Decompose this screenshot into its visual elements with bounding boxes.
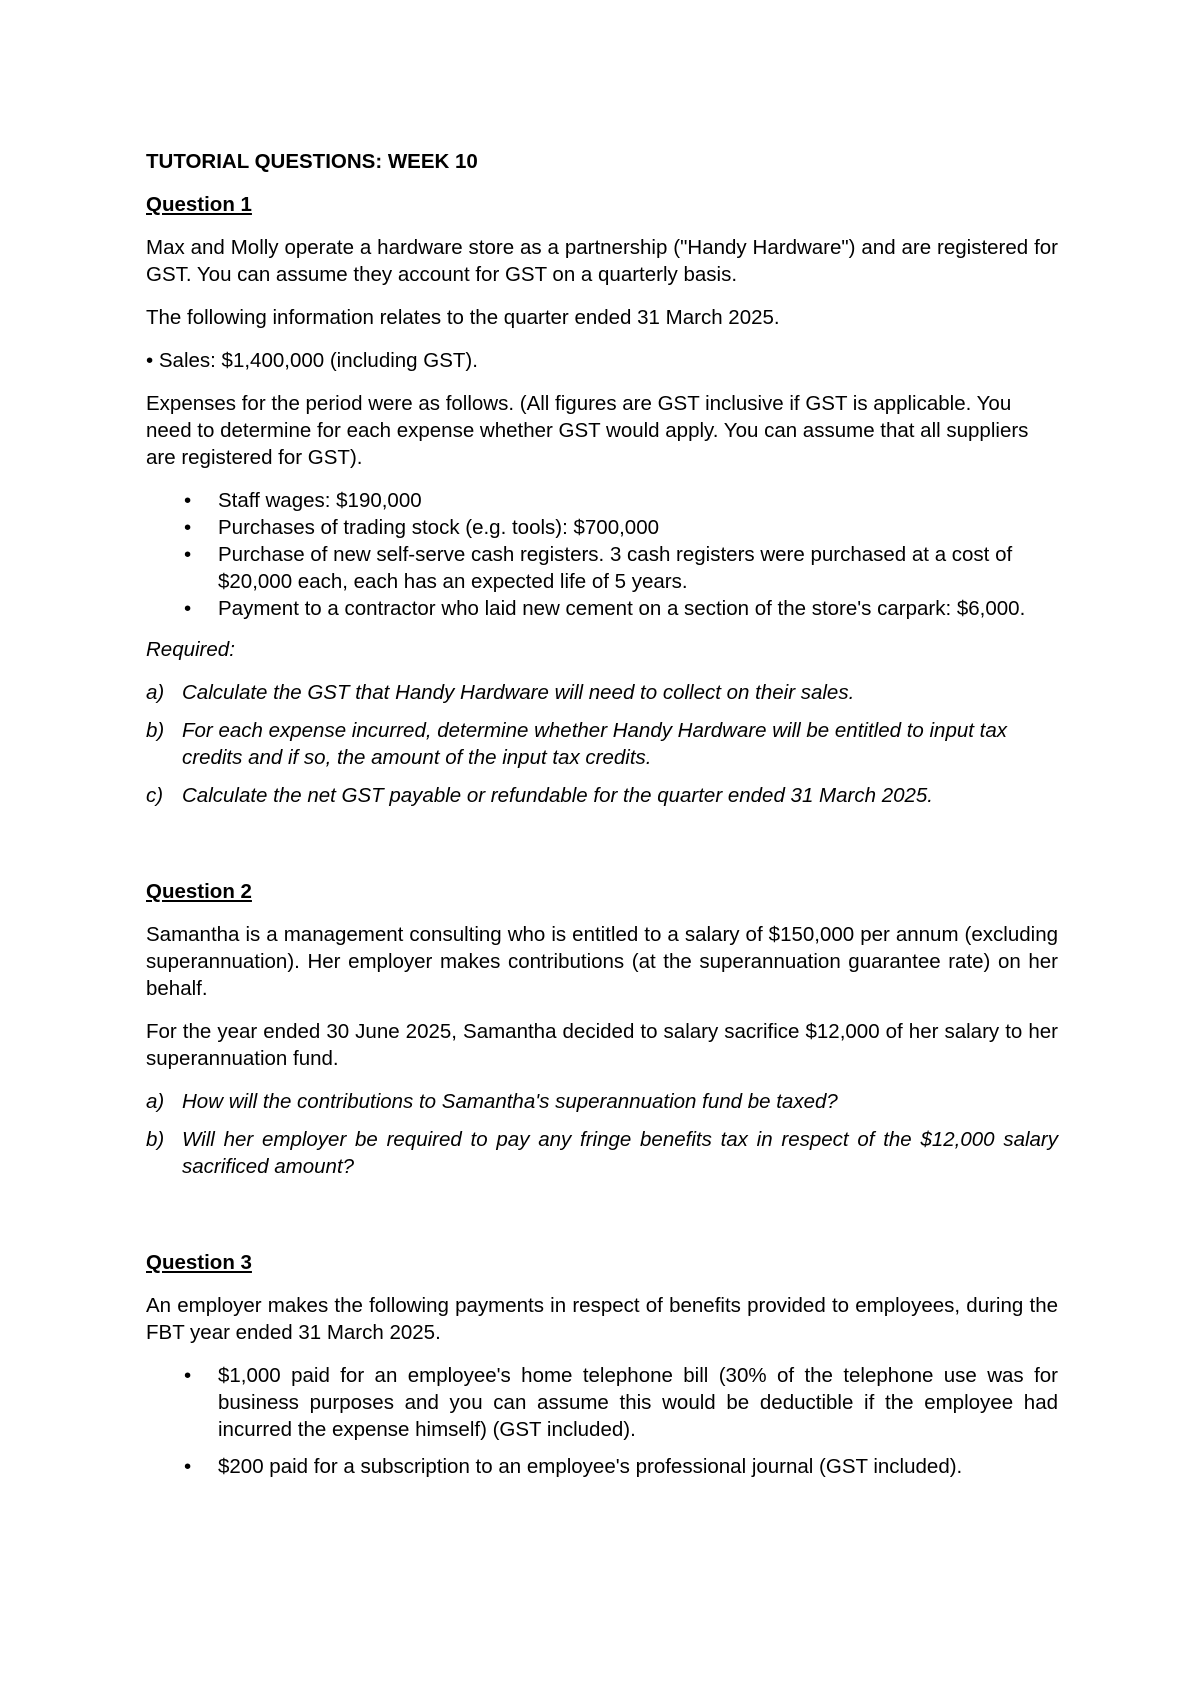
question-2-parts <box>146 1088 1058 1180</box>
question-part <box>146 1088 1058 1115</box>
question-1-expense-list <box>146 487 1058 622</box>
question-1-intro: Max and Molly operate a hardware store as a partnership ("Handy Hardware") and are registered for GST. You can assume they account for GST on a quarterly basis. <box>146 236 1058 286</box>
question-1-sales: • Sales: $1,400,000 (including GST). <box>146 349 478 372</box>
question-1-required: Required: <box>146 638 235 661</box>
section-spacer <box>146 1191 1058 1249</box>
part-marker: b) <box>146 1128 165 1151</box>
question-part <box>146 717 1058 771</box>
page-title: TUTORIAL QUESTIONS: WEEK 10 <box>146 150 478 173</box>
part-marker: a) <box>146 681 165 704</box>
question-3-intro: An employer makes the following payments in respect of benefits provided to employees, during the FBT year ended 31 March 2025. <box>146 1294 1058 1344</box>
document-page <box>146 148 1058 1494</box>
question-3-item-list <box>146 1362 1058 1480</box>
question-1-info: The following information relates to the quarter ended 31 March 2025. <box>146 306 780 329</box>
section-spacer <box>146 820 1058 878</box>
question-3-heading: Question 3 <box>146 1251 252 1274</box>
part-text: Calculate the net GST payable or refundable for the quarter ended 31 March 2025. <box>182 784 934 807</box>
question-part <box>146 1126 1058 1180</box>
list-item: • Purchase of new self-serve cash registers. 3 cash registers were purchased at a cost of $20,000 each, each has an expected life of 5 years. <box>146 541 1058 595</box>
list-item: • $200 paid for a subscription to an employee's professional journal (GST included). <box>146 1453 1058 1480</box>
part-text: Calculate the GST that Handy Hardware will need to collect on their sales. <box>182 681 855 704</box>
question-1-parts <box>146 679 1058 809</box>
question-2-heading: Question 2 <box>146 880 252 903</box>
question-1-expenses-intro: Expenses for the period were as follows. (All figures are GST inclusive if GST is applicable. You need to determine for each expense whether GST would apply. You can assume that all suppliers are registered for GST). <box>146 392 1029 469</box>
part-marker: b) <box>146 719 165 742</box>
part-text: How will the contributions to Samantha's superannuation fund be taxed? <box>182 1090 838 1113</box>
question-2-detail: For the year ended 30 June 2025, Samantha decided to salary sacrifice $12,000 of her salary to her superannuation fund. <box>146 1020 1058 1070</box>
question-1-heading: Question 1 <box>146 193 252 216</box>
part-text: Will her employer be required to pay any fringe benefits tax in respect of the $12,000 salary sacrificed amount? <box>182 1128 1058 1178</box>
question-2-intro: Samantha is a management consulting who is entitled to a salary of $150,000 per annum (excluding superannuation). Her employer makes contributions (at the superannuation guarantee rate) on her behalf. <box>146 923 1058 1000</box>
list-item: • Staff wages: $190,000 <box>146 487 1058 514</box>
part-marker: a) <box>146 1090 165 1113</box>
part-marker: c) <box>146 784 164 807</box>
part-text: For each expense incurred, determine whether Handy Hardware will be entitled to input tax credits and if so, the amount of the input tax credits. <box>182 719 1007 769</box>
question-part <box>146 679 1058 706</box>
question-part <box>146 782 1058 809</box>
list-item: • $1,000 paid for an employee's home telephone bill (30% of the telephone use was for business purposes and you can assume this would be deductible if the employee had incurred the expense himself) (GST included). <box>146 1362 1058 1443</box>
list-item: • Payment to a contractor who laid new cement on a section of the store's carpark: $6,000. <box>146 595 1058 622</box>
list-item: • Purchases of trading stock (e.g. tools): $700,000 <box>146 514 1058 541</box>
